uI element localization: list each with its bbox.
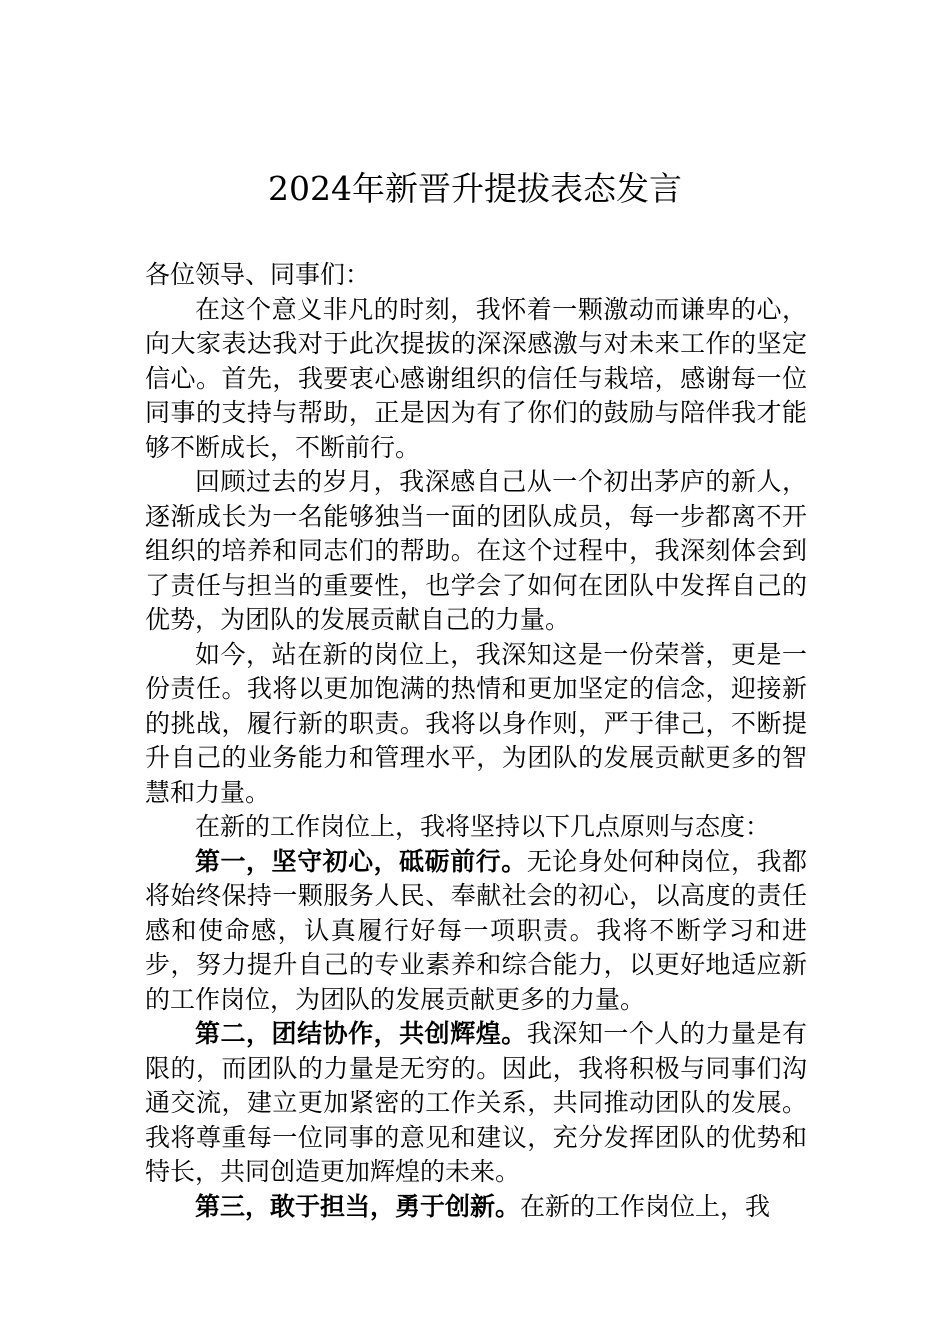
paragraph-text: 在新的工作岗位上，我将坚持以下几点原则与态度： <box>195 812 771 841</box>
paragraph <box>145 638 807 811</box>
paragraph-lead: 第二，团结协作，共创辉煌。 <box>195 1019 527 1048</box>
paragraph <box>145 810 807 845</box>
paragraph-lead: 第一，坚守初心，砥砺前行。 <box>195 846 527 876</box>
document-title: 2024年新晋升提拔表态发言 <box>268 169 682 208</box>
paragraph <box>145 293 807 466</box>
paragraph-text: 在新的工作岗位上，我 <box>520 1191 771 1221</box>
paragraph <box>145 1017 807 1190</box>
paragraph-text: 我深知一个人的力量是有限的，而团队的力量是无穷的。因此，我将积极与同事们沟通交流，建立更加紧密的工作关系，共同推动团队的发展。我将尊重每一位同事的意见和建议，充分发挥团队的优势和特长，共同创造更加辉煌的未来。 <box>145 1019 807 1186</box>
paragraph-text: 无论身处何种岗位，我都将始终保持一颗服务人民、奉献社会的初心，以高度的责任感和使命感，认真履行好每一项职责。我将不断学习和进步，努力提升自己的专业素养和综合能力，以更好地适应新的工作岗位，为团队的发展贡献更多的力量。 <box>145 846 807 1014</box>
paragraph-lead: 第三，敢于担当，勇于创新。 <box>195 1191 521 1221</box>
paragraph <box>145 845 807 1018</box>
paragraph-text: 回顾过去的岁月，我深感自己从一个初出茅庐的新人，逐渐成长为一名能够独当一面的团队成员，每一步都离不开组织的培养和同志们的帮助。在这个过程中，我深刻体会到了责任与担当的重要性，也学会了如何在团队中发挥自己的优势，为团队的发展贡献自己的力量。 <box>145 467 807 634</box>
salutation: 各位领导、同事们： <box>145 260 371 289</box>
paragraph-text: 在这个意义非凡的时刻，我怀着一颗激动而谦卑的心，向大家表达我对于此次提拔的深深感激与对未来工作的坚定信心。首先，我要衷心感谢组织的信任与栽培，感谢每一位同事的支持与帮助，正是因为有了你们的鼓励与陪伴我才能够不断成长，不断前行。 <box>145 294 807 462</box>
document-body <box>145 258 807 1224</box>
paragraph-text: 如今，站在新的岗位上，我深知这是一份荣誉，更是一份责任。我将以更加饱满的热情和更加坚定的信念，迎接新的挑战，履行新的职责。我将以身作则，严于律己，不断提升自己的业务能力和管理水平，为团队的发展贡献更多的智慧和力量。 <box>145 639 807 807</box>
paragraph <box>145 1190 807 1225</box>
paragraph <box>145 465 807 638</box>
